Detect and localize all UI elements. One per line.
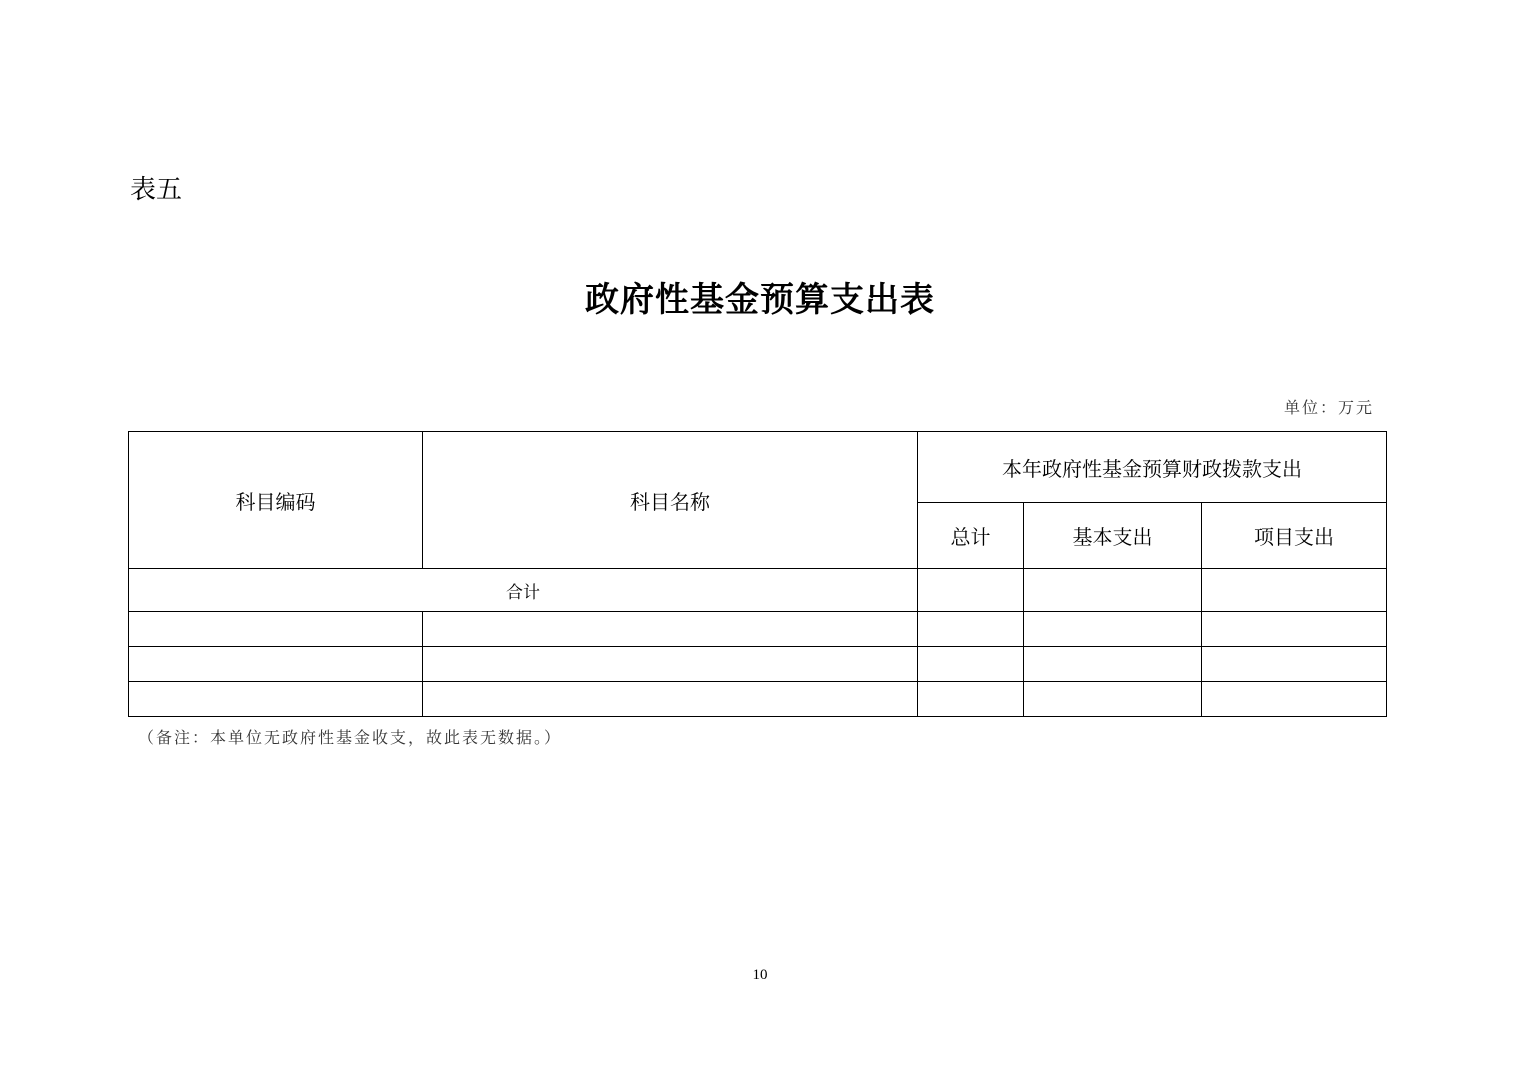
table-row bbox=[129, 612, 1387, 647]
code-cell bbox=[129, 682, 423, 717]
table-row bbox=[129, 682, 1387, 717]
unit-label: 单位：万元 bbox=[1283, 398, 1374, 417]
name-cell bbox=[423, 612, 918, 647]
header-project-expense: 项目支出 bbox=[1202, 503, 1387, 569]
table-number-label: 表五 bbox=[130, 175, 183, 205]
total-row bbox=[129, 569, 1387, 612]
page-number: 10 bbox=[752, 967, 768, 983]
total-row-total-cell bbox=[918, 569, 1024, 612]
project-expense-cell bbox=[1202, 612, 1387, 647]
table-note: （备注：本单位无政府性基金收支，故此表无数据。） bbox=[138, 728, 563, 747]
table-row bbox=[129, 647, 1387, 682]
code-cell bbox=[129, 612, 423, 647]
total-cell bbox=[918, 647, 1024, 682]
basic-expense-cell bbox=[1024, 612, 1202, 647]
basic-expense-cell bbox=[1024, 647, 1202, 682]
total-row-project-cell bbox=[1202, 569, 1387, 612]
total-cell bbox=[918, 682, 1024, 717]
project-expense-cell bbox=[1202, 682, 1387, 717]
total-row-basic-cell bbox=[1024, 569, 1202, 612]
header-subject-name: 科目名称 bbox=[423, 432, 918, 569]
total-row-label: 合计 bbox=[129, 569, 918, 612]
project-expense-cell bbox=[1202, 647, 1387, 682]
header-total: 总计 bbox=[918, 503, 1024, 569]
header-subject-code: 科目编码 bbox=[129, 432, 423, 569]
budget-expenditure-table bbox=[128, 431, 1387, 717]
page-title: 政府性基金预算支出表 bbox=[585, 280, 935, 320]
total-cell bbox=[918, 612, 1024, 647]
header-basic-expense: 基本支出 bbox=[1024, 503, 1202, 569]
code-cell bbox=[129, 647, 423, 682]
basic-expense-cell bbox=[1024, 682, 1202, 717]
header-appropriation-group: 本年政府性基金预算财政拨款支出 bbox=[918, 432, 1387, 503]
header-row-1 bbox=[129, 432, 1387, 503]
name-cell bbox=[423, 682, 918, 717]
name-cell bbox=[423, 647, 918, 682]
